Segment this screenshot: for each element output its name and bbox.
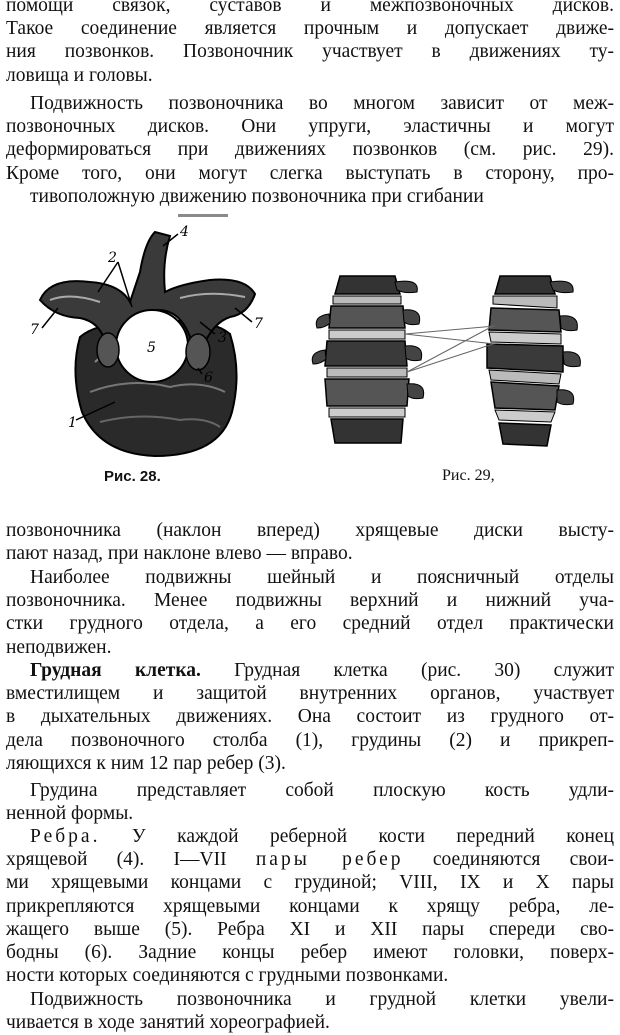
text-line: бодны (6). Задние концы ребер имеют головки, поверх- — [6, 942, 614, 964]
text-line: позвоночных дисков. Они упруги, эластичны и могут — [6, 116, 614, 138]
vertebra-figure — [20, 222, 280, 467]
figure-28-caption: Рис. 28. — [104, 468, 161, 485]
text-line: ми хрящевыми концами с грудиной; VIII, IX и X пары — [6, 872, 614, 894]
text-line: в дыхательных движениях. Она состоит из грудного от- — [6, 706, 614, 728]
text-line: дела позвоночного столба (1), грудины (2) и прикреп- — [6, 729, 614, 751]
figure-label: 4 — [180, 224, 189, 240]
text-line: тивоположную движению позвоночника при сгибании — [30, 185, 484, 207]
text-line: ности которых соединяются с грудными позвонками. — [6, 965, 449, 987]
text-line: ненной формы. — [6, 803, 134, 825]
spine-segments-figure — [305, 268, 605, 448]
figure-label: 7 — [30, 322, 39, 338]
spine-straight — [312, 276, 423, 443]
text-line: позвоночника (наклон вперед) хрящевые диски высту- — [6, 520, 614, 541]
text-line: Такое соединение является прочным и допускает движе- — [6, 18, 614, 40]
paragraph-chest — [6, 659, 614, 775]
text-line: Кроме того, они могут слегка выступать в сторону, про- — [6, 162, 614, 184]
underline-mark — [178, 214, 228, 217]
figure-label: 6 — [204, 370, 213, 386]
paragraph-mobility — [6, 566, 614, 659]
text-line: Подвижность позвоночника и грудной клетки увели- — [30, 989, 614, 1010]
text-line: пают назад, при наклоне влево — вправо. — [6, 543, 353, 565]
section-heading-chest: Грудная клетка. — [30, 660, 201, 681]
text-line — [6, 848, 614, 871]
figure-label: 3 — [218, 330, 227, 346]
paragraph-disks — [6, 92, 614, 208]
text-fragment: хрящевой (4). I—VII — [6, 849, 256, 871]
text-line — [6, 659, 614, 682]
paragraph-intro — [6, 0, 614, 87]
text-fragment: У каждой реберной кости передний конец — [100, 826, 614, 847]
text-fragment: соединяются свои- — [403, 849, 614, 871]
paragraph-ribs — [6, 825, 614, 987]
text-line: помощи связок, суставов и межпозвоночных дисков. — [6, 0, 614, 16]
text-fragment: Грудная клетка (рис. 30) служит — [200, 660, 614, 681]
text-line: ляющихся к ним 12 пар ребер (3). — [6, 752, 286, 774]
figure-29-caption: Рис. 29, — [442, 467, 495, 484]
text-line: деформироваться при движениях позвонков (см. рис. 29). — [6, 139, 614, 161]
text-line: неподвижен. — [6, 636, 112, 658]
text-line: Грудина представляет собой плоскую кость удли- — [30, 780, 614, 801]
figure-label: 5 — [147, 340, 156, 356]
text-line: ловища и головы. — [6, 64, 153, 86]
text-line: Подвижность позвоночника во многом зависит от меж- — [30, 93, 614, 114]
figure-label: 1 — [68, 415, 77, 431]
figure-label: 7 — [254, 316, 263, 332]
text-line: вместилищем и защитой внутренних органов, участвует — [6, 683, 614, 705]
text-line: Наиболее подвижны шейный и поясничный отделы — [30, 567, 614, 588]
paragraph-disks-continued — [6, 519, 614, 565]
text-line: позвоночника. Менее подвижны верхний и нижний уча- — [6, 590, 614, 612]
text-line: жащего выше (5). Ребра XI и XII пары спереди сво- — [6, 918, 614, 940]
section-heading-ribs: Ребра. — [30, 826, 101, 847]
paragraph-final — [6, 988, 614, 1034]
text-line: прикрепляются хрящевыми концами к хрящу ребра, ле- — [6, 895, 614, 917]
text-line — [6, 825, 614, 848]
paragraph-sternum — [6, 779, 614, 825]
spine-bent — [487, 276, 580, 446]
text-line: чивается в ходе занятий хореографией. — [6, 1012, 330, 1034]
figure-label: 2 — [108, 250, 117, 266]
text-line: ния позвонков. Позвоночник участвует в движениях ту- — [6, 41, 614, 63]
text-line: стки грудного отдела, а его средний отдел практически — [6, 613, 614, 635]
text-fragment: пары ребер — [255, 849, 404, 871]
